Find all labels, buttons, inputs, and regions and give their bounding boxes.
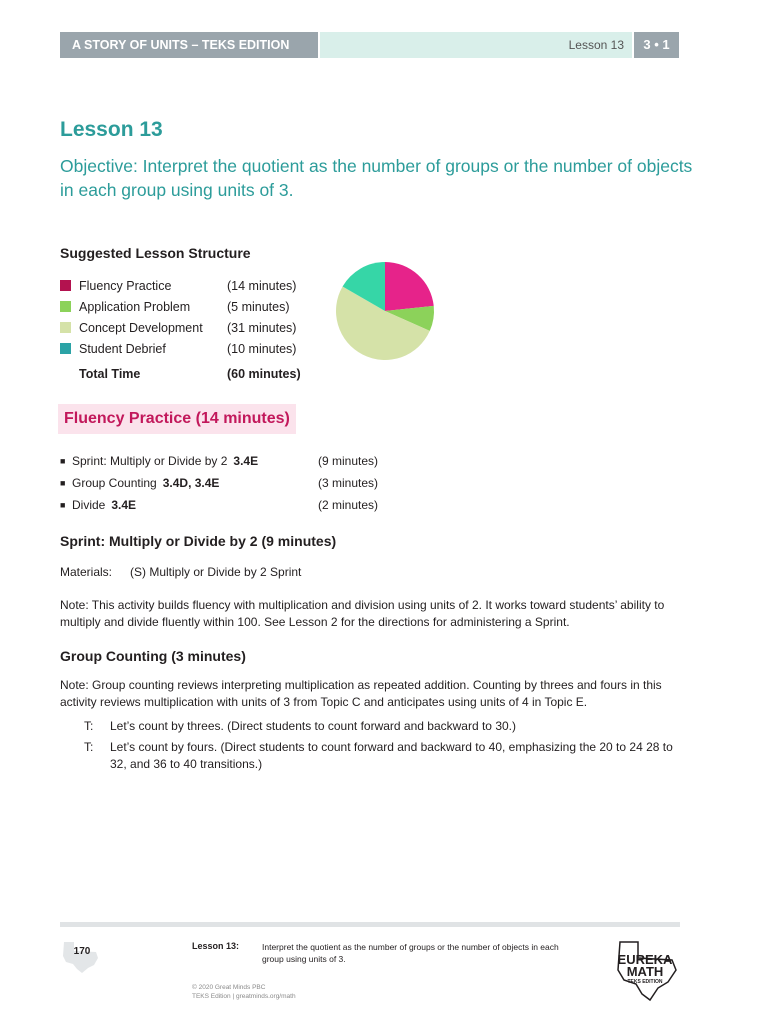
swatch-fluency [60,280,71,291]
module-badge: 3 • 1 [634,32,679,58]
header-lesson-label: Lesson 13 [320,32,632,58]
footer-description: Interpret the quotient as the number of groups or the number of objects in each group using units of 3. [262,942,559,964]
lesson-title: Lesson 13 [60,118,163,141]
footer-lesson: Lesson 13: [192,941,240,951]
series-banner: A STORY OF UNITS – TEKS EDITION [60,32,318,58]
sprint-note: Note: This activity builds fluency with multiplication and division using units of 2. It works toward students’ ability to multiply and divide fluently within 100. See Lesson 2 for the directions for administering a Sprint. [60,598,665,629]
group-counting-heading: Group Counting (3 minutes) [60,648,246,664]
sprint-heading: Sprint: Multiply or Divide by 2 (9 minutes) [60,533,337,549]
materials-line: Materials: (S) Multiply or Divide by 2 Sprint [60,565,302,579]
bullet-icon: ■ [60,456,66,466]
fluency-heading: Fluency Practice (14 minutes) [64,410,290,427]
swatch-concept [60,322,71,333]
dialogue-line: T: Let’s count by fours. (Direct students to count forward and backward to 40, emphasizing the 20 to 24 28 to 32, and 36 to 40 transitions.) [84,740,673,771]
swatch-debrief [60,343,71,354]
objective: Objective: Interpret the quotient as the number of groups or the number of objects in each group using units of 3. [60,156,693,200]
list-item: ■ Group Counting 3.4D, 3.4E (3 minutes) [60,476,379,490]
bullet-icon: ■ [60,500,66,510]
structure-item: Fluency Practice (14 minutes) [60,275,327,296]
eureka-math-logo: EUREKA MATH [617,952,673,979]
dialogue-line: T: Let’s count by threes. (Direct students to count forward and backward to 30.) [84,719,516,733]
structure-heading: Suggested Lesson Structure [60,245,251,261]
bullet-icon: ■ [60,478,66,488]
pie-slice-fluency-practice [385,262,434,311]
structure-item: Application Problem (5 minutes) [60,296,327,317]
swatch-application [60,301,71,312]
list-item: ■ Sprint: Multiply or Divide by 2 3.4E (9 minutes) [60,454,379,468]
logo-subtitle: TEKS EDITION [627,979,663,985]
fluency-heading-box [58,404,296,434]
footer-rule [60,922,680,927]
structure-item: Concept Development (31 minutes) [60,317,327,338]
list-item: ■ Divide 3.4E (2 minutes) [60,498,379,512]
structure-item: Student Debrief (10 minutes) [60,338,327,359]
lesson-structure-pie-chart [334,260,436,362]
page-number: 170 [73,946,91,957]
group-counting-note: Note: Group counting reviews interpreting multiplication as repeated addition. Counting by threes and fours in this activity reviews multiplication with units of 3 from Topic C and anticipates using units of 4 in Topic E. [60,678,662,709]
footer-copyright: © 2020 Great Minds PBC TEKS Edition | greatminds.org/math [192,984,296,1000]
structure-total: Total Time (60 minutes) [79,366,301,381]
